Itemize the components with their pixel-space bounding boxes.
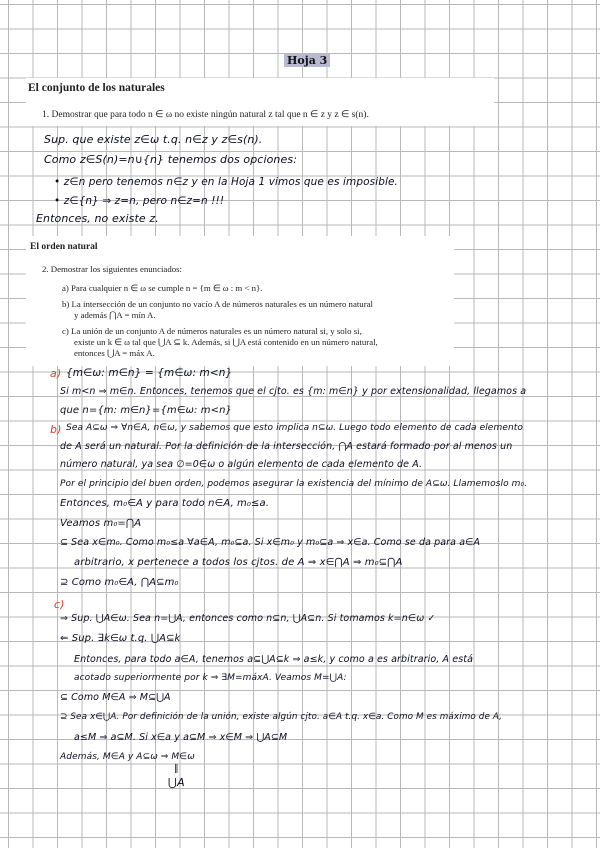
page-label-text: Hoja 3 [284, 54, 330, 67]
exercise1-text: 1. Demostrar que para todo n ∈ ω no existe ningún natural z tal que n ∈ z y z ∈ s(n). [42, 110, 369, 120]
hand-c-line-2: Entonces, para todo a∈A, tenemos a⊆⋃A⊆k ⇒ a≤k, y como a es arbitrario, A está [74, 654, 473, 665]
item-a: a) Para cualquier n ∈ ω se cumple n = {m ∈ ω : m < n}. [62, 283, 263, 293]
hand1-line-3: • z∈{n} ⇒ z=n, pero n∈z=n !!! [54, 195, 225, 207]
hand-b-line-6: ⊆ Sea x∈m₀. Como m₀≤a ∀a∈A, m₀⊆a. Si x∈m₀ y m₀⊆a ⇒ x∈a. Como se da para a∈A [60, 537, 481, 548]
hand-c-line-1: ⇐ Sup. ∃k∈ω t.q. ⋃A⊆k [60, 633, 181, 644]
item-c-line1: c) La unión de un conjunto A de números naturales es un número natural si, y solo si, [62, 326, 362, 336]
hand-a-label: a) [50, 367, 62, 380]
hand-b-line-0: Sea A⊆ω ⇒ ∀n∈A, n∈ω, y sabemos que esto implica n⊆ω. Luego todo elemento de cada elemento [66, 423, 523, 433]
hand1-line-4: Entonces, no existe z. [36, 212, 159, 225]
hand-c-line-7: Además, M∈A y A⊆ω ⇒ M∈ω [60, 752, 195, 762]
hand-c-line-3: acotado superiormente por k ⇒ ∃M=máxA. Veamos M=⋃A: [74, 673, 347, 683]
hand-c-label: c) [54, 598, 65, 611]
section1-title: El conjunto de los naturales [28, 82, 165, 94]
item-c-line3: entonces ⋃A = máx A. [74, 348, 155, 358]
hand1-line-0: Sup. que existe z∈ω t.q. n∈z y z∈s(n). [44, 133, 263, 146]
exercise2-text: 2. Demostrar los siguientes enunciados: [42, 264, 182, 274]
section2-block [26, 236, 454, 366]
hand-b-label: b) [50, 423, 62, 436]
page-label [284, 54, 330, 67]
section2-title: El orden natural [30, 242, 98, 252]
hand-c-line-4: ⊆ Como M∈A ⇒ M⊆⋃A [60, 692, 171, 703]
hand-b-line-3: Por el principio del buen orden, podemos asegurar la existencia del mínimo de A⊆ω. Llamemoslo m₀. [60, 479, 528, 489]
hand-b-line-2: número natural, ya sea ∅=0∈ω o algún elemento de cada elemento de A. [60, 459, 423, 470]
item-b-line2: y además ⋂A = mín A. [74, 310, 156, 320]
hand1-line-1: Como z∈S(n)=n∪{n} tenemos dos opciones: [44, 153, 298, 166]
hand-a-line-2: que n={m: m∈n}={m∈ω: m<n} [60, 405, 232, 416]
hand-b-line-8: ⊇ Como m₀∈A, ⋂A⊆m₀ [60, 577, 179, 588]
hand-b-line-1: de A será un natural. Por la definición de la intersección, ⋂A estará formado por al menos un [60, 441, 513, 452]
hand1-line-2: • z∈n pero tenemos n∈z y en la Hoja 1 vimos que es imposible. [54, 176, 398, 188]
hand-c-line-0: ⇒ Sup. ⋃A∈ω. Sea n=⋃A, entonces como n⊆n, ⋃A⊆n. Si tomamos k=n∈ω ✓ [60, 613, 436, 624]
hand-b-line-7: arbitrario, x pertenece a todos los cjtos. de A ⇒ x∈⋂A ⇒ m₀⊆⋂A [74, 557, 403, 568]
hand-b-line-4: Entonces, m₀∈A y para todo n∈A, m₀≤a. [60, 498, 269, 509]
hand-c-line-8: ‖ [174, 764, 179, 774]
section1-block [26, 78, 494, 126]
hand-b-line-5: Veamos m₀=⋂A [60, 518, 142, 529]
hand-a-line-1: Si m<n ⇒ m∈n. Entonces, tenemos que el cjto. es {m: m∈n} y por extensionalidad, llegamos a [60, 386, 527, 397]
item-c-line2: existe un k ∈ ω tal que ⋃A ⊆ k. Además, si ⋃A está contenido en un número natural, [74, 337, 378, 347]
hand-c-line-5: ⊇ Sea x∈⋃A. Por definición de la unión, existe algún cjto. a∈A t.q. x∈a. Como M es máximo de A, [60, 712, 503, 722]
item-b-line1: b) La intersección de un conjunto no vacío A de números naturales es un número natural [62, 299, 373, 309]
hand-c-line-6: a≤M ⇒ a⊆M. Si x∈a y a⊆M ⇒ x∈M ⇒ ⋃A⊆M [74, 732, 288, 743]
hand-c-line-9: ⋃A [168, 776, 185, 789]
hand-a-line-0: {m∈ω: m∈n} = {m∈ω: m<n} [66, 367, 233, 379]
